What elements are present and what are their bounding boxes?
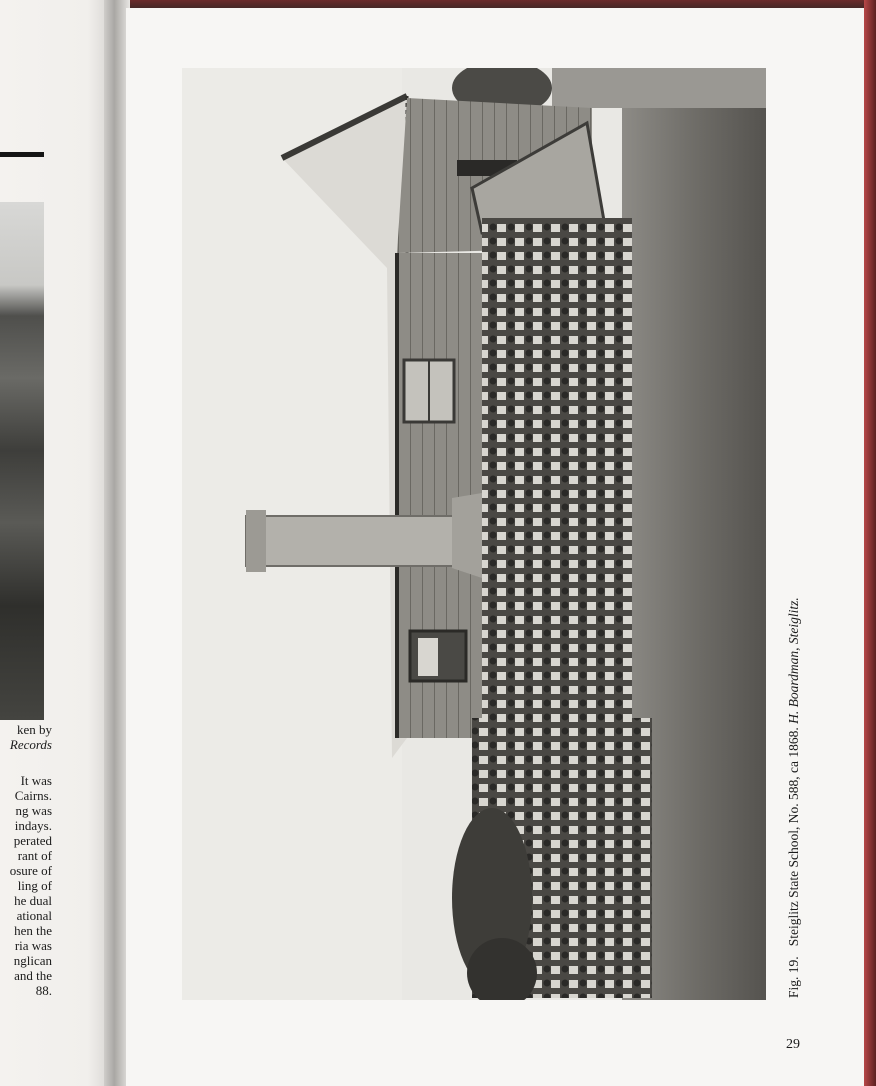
page-number: 29 bbox=[786, 1037, 800, 1052]
left-photo-fragment bbox=[0, 202, 44, 720]
left-body-line: and the bbox=[14, 968, 52, 983]
left-caption-line: ken by bbox=[16, 722, 52, 737]
left-body-line: 88. bbox=[35, 983, 52, 998]
left-body-line: It was bbox=[20, 773, 52, 788]
left-body-line: indays. bbox=[14, 818, 52, 833]
left-body-line: rant of bbox=[17, 848, 52, 863]
left-body-line: hen the bbox=[14, 923, 52, 938]
left-caption-line: Records bbox=[9, 737, 52, 752]
section-rule bbox=[0, 152, 44, 157]
figure-label: Fig. 19. bbox=[786, 956, 801, 998]
left-body-line: he dual bbox=[14, 893, 52, 908]
figure-credit: H. Boardman, Steiglitz. bbox=[786, 597, 801, 724]
left-body-line: ria was bbox=[14, 938, 52, 953]
figure-caption-text: Steiglitz State School, No. 588, ca 1868. bbox=[786, 727, 801, 947]
left-body-line: ling of bbox=[17, 878, 52, 893]
left-body-line: ng was bbox=[15, 803, 52, 818]
school-photograph bbox=[182, 68, 766, 1000]
left-body-line: osure of bbox=[9, 863, 52, 878]
book-edge-right bbox=[864, 0, 876, 1086]
left-body-line: perated bbox=[13, 833, 52, 848]
left-body-line: ational bbox=[16, 908, 52, 923]
pupils-group bbox=[482, 218, 632, 718]
figure-caption bbox=[786, 597, 802, 998]
left-body-line: Cairns. bbox=[14, 788, 52, 803]
left-body-line: nglican bbox=[13, 953, 52, 968]
